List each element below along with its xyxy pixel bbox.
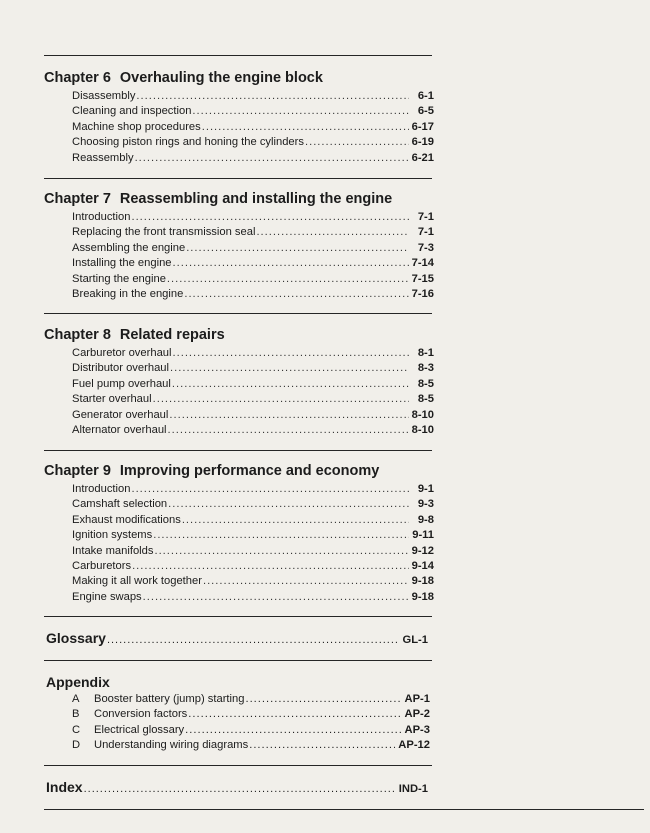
appendix-entry[interactable] bbox=[72, 707, 430, 722]
toc-entry[interactable] bbox=[72, 423, 434, 438]
toc-entry-page: 8-1 bbox=[417, 347, 434, 359]
toc-entry[interactable] bbox=[72, 590, 434, 605]
appendix-entry-page: AP-3 bbox=[404, 723, 430, 736]
chapter-title: Improving performance and economy bbox=[119, 463, 380, 479]
divider bbox=[44, 660, 432, 661]
toc-entry-page: 9-1 bbox=[417, 483, 434, 495]
dot-leader bbox=[131, 210, 409, 225]
appendix-entry-page: AP-1 bbox=[404, 693, 430, 705]
dot-leader bbox=[135, 151, 409, 166]
toc-entry[interactable] bbox=[72, 210, 434, 225]
dot-leader bbox=[168, 423, 409, 438]
dot-leader bbox=[173, 346, 410, 361]
glossary-label: Glossary bbox=[46, 630, 106, 646]
toc-entry[interactable] bbox=[72, 135, 434, 150]
toc-entry[interactable] bbox=[72, 392, 434, 407]
toc-entry-label: Breaking in the engine bbox=[72, 287, 184, 300]
chapter-heading bbox=[44, 326, 434, 344]
appendix-entry[interactable] bbox=[72, 723, 430, 738]
dot-leader bbox=[185, 723, 401, 738]
toc-entry-label: Cleaning and inspection bbox=[72, 105, 192, 118]
appendix-letter: D bbox=[72, 739, 81, 752]
index-label: Index bbox=[46, 779, 83, 795]
dot-leader bbox=[153, 392, 409, 407]
dot-leader bbox=[131, 482, 409, 497]
toc-entry-label: Reassembly bbox=[72, 151, 134, 164]
toc-entry-page: 6-1 bbox=[417, 90, 434, 102]
dot-leader bbox=[249, 738, 395, 753]
chapter-title: Reassembling and installing the engine bbox=[119, 191, 393, 207]
toc-entry-label: Introduction bbox=[72, 483, 131, 495]
dot-leader bbox=[132, 559, 409, 574]
toc-entry-page: 9-11 bbox=[412, 529, 434, 542]
chapter-heading bbox=[44, 69, 434, 87]
toc-entry-label: Camshaft selection bbox=[72, 498, 168, 511]
dot-leader bbox=[136, 89, 409, 104]
toc-entry-label: Intake manifolds bbox=[72, 544, 154, 557]
dot-leader bbox=[256, 225, 409, 240]
toc-entry-page: 8-10 bbox=[411, 423, 434, 436]
chapter-number: Chapter 9 bbox=[44, 463, 111, 479]
chapter-heading bbox=[44, 462, 434, 480]
toc-entry-page: 7-3 bbox=[417, 241, 434, 254]
dot-leader bbox=[154, 544, 408, 559]
appendix-entry[interactable] bbox=[72, 692, 430, 707]
toc-entry-label: Disassembly bbox=[72, 90, 136, 102]
toc-entry-page: 9-14 bbox=[411, 559, 434, 572]
toc-entry[interactable] bbox=[72, 104, 434, 119]
toc-entry[interactable] bbox=[72, 497, 434, 512]
toc-entry[interactable] bbox=[72, 346, 434, 361]
toc-entry-page: 8-5 bbox=[417, 377, 434, 390]
toc-entry-label: Replacing the front transmission seal bbox=[72, 226, 256, 239]
dot-leader bbox=[202, 120, 409, 135]
toc-entry-page: 6-17 bbox=[411, 120, 434, 133]
toc-entry-label: Carburetor overhaul bbox=[72, 347, 172, 359]
toc-entry-label: Alternator overhaul bbox=[72, 423, 167, 436]
dot-leader bbox=[182, 513, 409, 528]
dot-leader bbox=[168, 497, 409, 512]
dot-leader bbox=[169, 408, 408, 423]
toc-entry[interactable] bbox=[72, 287, 434, 302]
toc-entry[interactable] bbox=[72, 482, 434, 497]
dot-leader bbox=[305, 135, 409, 150]
divider bbox=[44, 616, 432, 617]
toc-entry-page: 6-21 bbox=[411, 151, 434, 164]
toc-entry-page: 7-16 bbox=[411, 287, 434, 300]
toc-entry-label: Starter overhaul bbox=[72, 393, 152, 406]
toc-entry-page: 9-12 bbox=[411, 544, 434, 557]
appendix-section bbox=[46, 673, 430, 754]
index-entry[interactable] bbox=[46, 779, 428, 795]
divider bbox=[44, 178, 432, 179]
toc-entry[interactable] bbox=[72, 377, 434, 392]
toc-entry-label: Introduction bbox=[72, 211, 131, 223]
toc-entry[interactable] bbox=[72, 513, 434, 528]
appendix-letter: A bbox=[72, 693, 80, 705]
toc-entry[interactable] bbox=[72, 241, 434, 256]
toc-entry[interactable] bbox=[72, 225, 434, 240]
toc-entry-label: Generator overhaul bbox=[72, 408, 169, 421]
dot-leader bbox=[245, 692, 401, 707]
chapter-6-section bbox=[44, 69, 434, 166]
dot-leader bbox=[186, 241, 409, 256]
divider bbox=[44, 313, 432, 314]
toc-entry[interactable] bbox=[72, 256, 434, 271]
toc-entry-page: 6-5 bbox=[417, 105, 434, 118]
chapter-number: Chapter 6 bbox=[44, 70, 111, 86]
toc-entry[interactable] bbox=[72, 89, 434, 104]
appendix-entry-page: AP-12 bbox=[398, 739, 430, 752]
chapter-8-section bbox=[44, 326, 434, 438]
toc-entry[interactable] bbox=[72, 559, 434, 574]
toc-entry-page: 7-1 bbox=[417, 211, 434, 223]
glossary-entry[interactable] bbox=[46, 630, 428, 646]
toc-entry-page: 6-19 bbox=[411, 136, 434, 149]
divider bbox=[44, 809, 644, 810]
toc-entry-page: 7-14 bbox=[411, 257, 434, 270]
toc-entry-page: 9-18 bbox=[411, 575, 434, 588]
appendix-letter: B bbox=[72, 708, 80, 721]
dot-leader bbox=[170, 361, 409, 376]
toc-entry[interactable] bbox=[72, 408, 434, 423]
toc-entry-label: Exhaust modifications bbox=[72, 513, 181, 526]
dot-leader bbox=[167, 272, 409, 287]
toc-entry-page: 7-1 bbox=[417, 226, 434, 239]
chapter-title: Overhauling the engine block bbox=[119, 70, 323, 86]
chapter-title: Related repairs bbox=[119, 327, 225, 343]
toc-entry-page: 8-5 bbox=[417, 393, 434, 406]
appendix-entry-label: Understanding wiring diagrams bbox=[94, 739, 249, 752]
toc-entry[interactable] bbox=[72, 574, 434, 589]
appendix-entry-label: Booster battery (jump) starting bbox=[94, 693, 245, 705]
chapter-heading bbox=[44, 190, 434, 208]
dot-leader bbox=[172, 377, 409, 392]
toc-entry-page: 9-18 bbox=[411, 590, 434, 603]
divider bbox=[44, 55, 432, 56]
dot-leader bbox=[143, 590, 409, 605]
chapter-number: Chapter 8 bbox=[44, 327, 111, 343]
toc-entry-label: Fuel pump overhaul bbox=[72, 377, 171, 390]
toc-entry[interactable] bbox=[72, 544, 434, 559]
dot-leader bbox=[153, 528, 409, 543]
toc-entry[interactable] bbox=[72, 528, 434, 543]
toc-entry-label: Starting the engine bbox=[72, 272, 166, 285]
appendix-title: Appendix bbox=[46, 674, 110, 690]
toc-entry-label: Engine swaps bbox=[72, 590, 142, 603]
toc-entry-label: Choosing piston rings and honing the cylinders bbox=[72, 136, 304, 149]
toc-entry-label: Installing the engine bbox=[72, 257, 172, 270]
dot-leader bbox=[84, 783, 395, 795]
appendix-entry-label: Conversion factors bbox=[94, 708, 188, 721]
appendix-entry[interactable] bbox=[72, 738, 430, 753]
toc-entry-label: Machine shop procedures bbox=[72, 120, 201, 133]
chapter-9-section bbox=[44, 462, 434, 605]
appendix-letter: C bbox=[72, 723, 81, 736]
dot-leader bbox=[188, 707, 401, 722]
glossary-page: GL-1 bbox=[402, 634, 428, 646]
dot-leader bbox=[173, 256, 409, 271]
toc-entry-label: Assembling the engine bbox=[72, 241, 186, 254]
divider bbox=[44, 765, 432, 766]
toc-entry-page: 8-3 bbox=[417, 362, 434, 375]
toc-entry[interactable] bbox=[72, 151, 434, 166]
chapter-number: Chapter 7 bbox=[44, 191, 111, 207]
toc-entry-page: 9-3 bbox=[417, 498, 434, 511]
index-page: IND-1 bbox=[398, 783, 428, 795]
appendix-entry-page: AP-2 bbox=[404, 708, 430, 721]
dot-leader bbox=[203, 574, 409, 589]
toc-entry[interactable] bbox=[72, 272, 434, 287]
toc-entry-label: Making it all work together bbox=[72, 575, 202, 588]
dot-leader bbox=[107, 634, 399, 646]
toc-entry[interactable] bbox=[72, 361, 434, 376]
divider bbox=[44, 450, 432, 451]
toc-entry-label: Distributor overhaul bbox=[72, 362, 170, 375]
chapter-7-section bbox=[44, 190, 434, 302]
appendix-entry-label: Electrical glossary bbox=[94, 723, 185, 736]
toc-entry-label: Ignition systems bbox=[72, 529, 153, 542]
toc-entry-page: 9-8 bbox=[417, 513, 434, 526]
dot-leader bbox=[184, 287, 408, 302]
dot-leader bbox=[192, 104, 409, 119]
toc-entry[interactable] bbox=[72, 120, 434, 135]
toc-entry-page: 7-15 bbox=[411, 272, 434, 285]
toc-entry-label: Carburetors bbox=[72, 559, 132, 572]
toc-entry-page: 8-10 bbox=[411, 408, 434, 421]
